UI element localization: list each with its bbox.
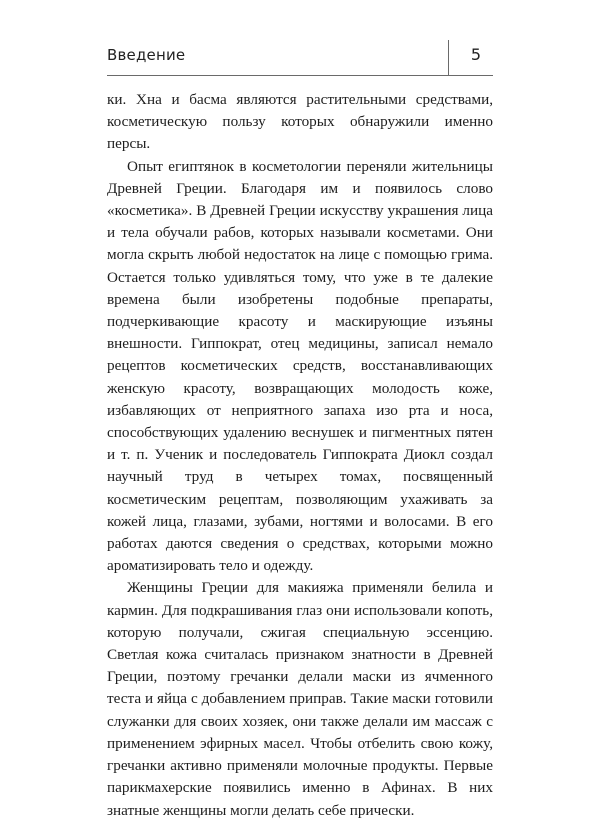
paragraph-continuation: ки. Хна и басма являются растительными средствами, косметическую пользу которых обнаружили именно персы. [107,91,493,153]
header-horizontal-rule [107,75,493,76]
body-text [107,89,493,822]
page-number: 5 [470,45,481,64]
running-head [107,40,493,76]
section-title: Введение [107,46,186,64]
header-vertical-rule [448,40,449,76]
paragraph-greek-cosmetics: Опыт египтянок в косметологии переняли жительницы Древней Греции. Благодаря им и появилось слово «косметика». В Древней Греции искусству украшения лица и тела обучали рабов, которых называли косметами. Они могла скрыть любой недостаток на лице с помощью грима. Остается только удивляться тому, что уже в те далекие времена были изобретены подобные препараты, подчеркивающие красоту и маскирующие изъяны внешности. Гиппократ, отец медицины, записал немало рецептов косметических средств, восстанавливающих женскую красоту, возвращающих молодость коже, избавляющих от неприятного запаха изо рта и носа, способствующих удалению веснушек и пигментных пятен и т. п. Ученик и последователь Гиппократа Диокл создал научный труд в четырех томах, посвященный косметическим рецептам, позволяющим ухаживать за кожей лица, глазами, зубами, ногтями и волосами. В его работах даются сведения о средствах, которыми можно ароматизировать тело и одежду. [107,157,493,575]
paragraph-greek-women-makeup: Женщины Греции для макияжа применяли белила и кармин. Для подкрашивания глаз они использовали копоть, которую получали, сжигая специальную эссенцию. Светлая кожа считалась признаком знатности в Древней Греции, поэтому гречанки делали маски из ячменного теста и яйца с добавлением приправ. Такие маски готовили служанки для своих хозяек, они также делали им массаж с применением эфирных масел. Чтобы отбелить свою кожу, гречанки активно применяли молочные продукты. Первые парикмахерские появились именно в Афинах. В них знатные женщины могли делать себе прически. [107,579,493,819]
